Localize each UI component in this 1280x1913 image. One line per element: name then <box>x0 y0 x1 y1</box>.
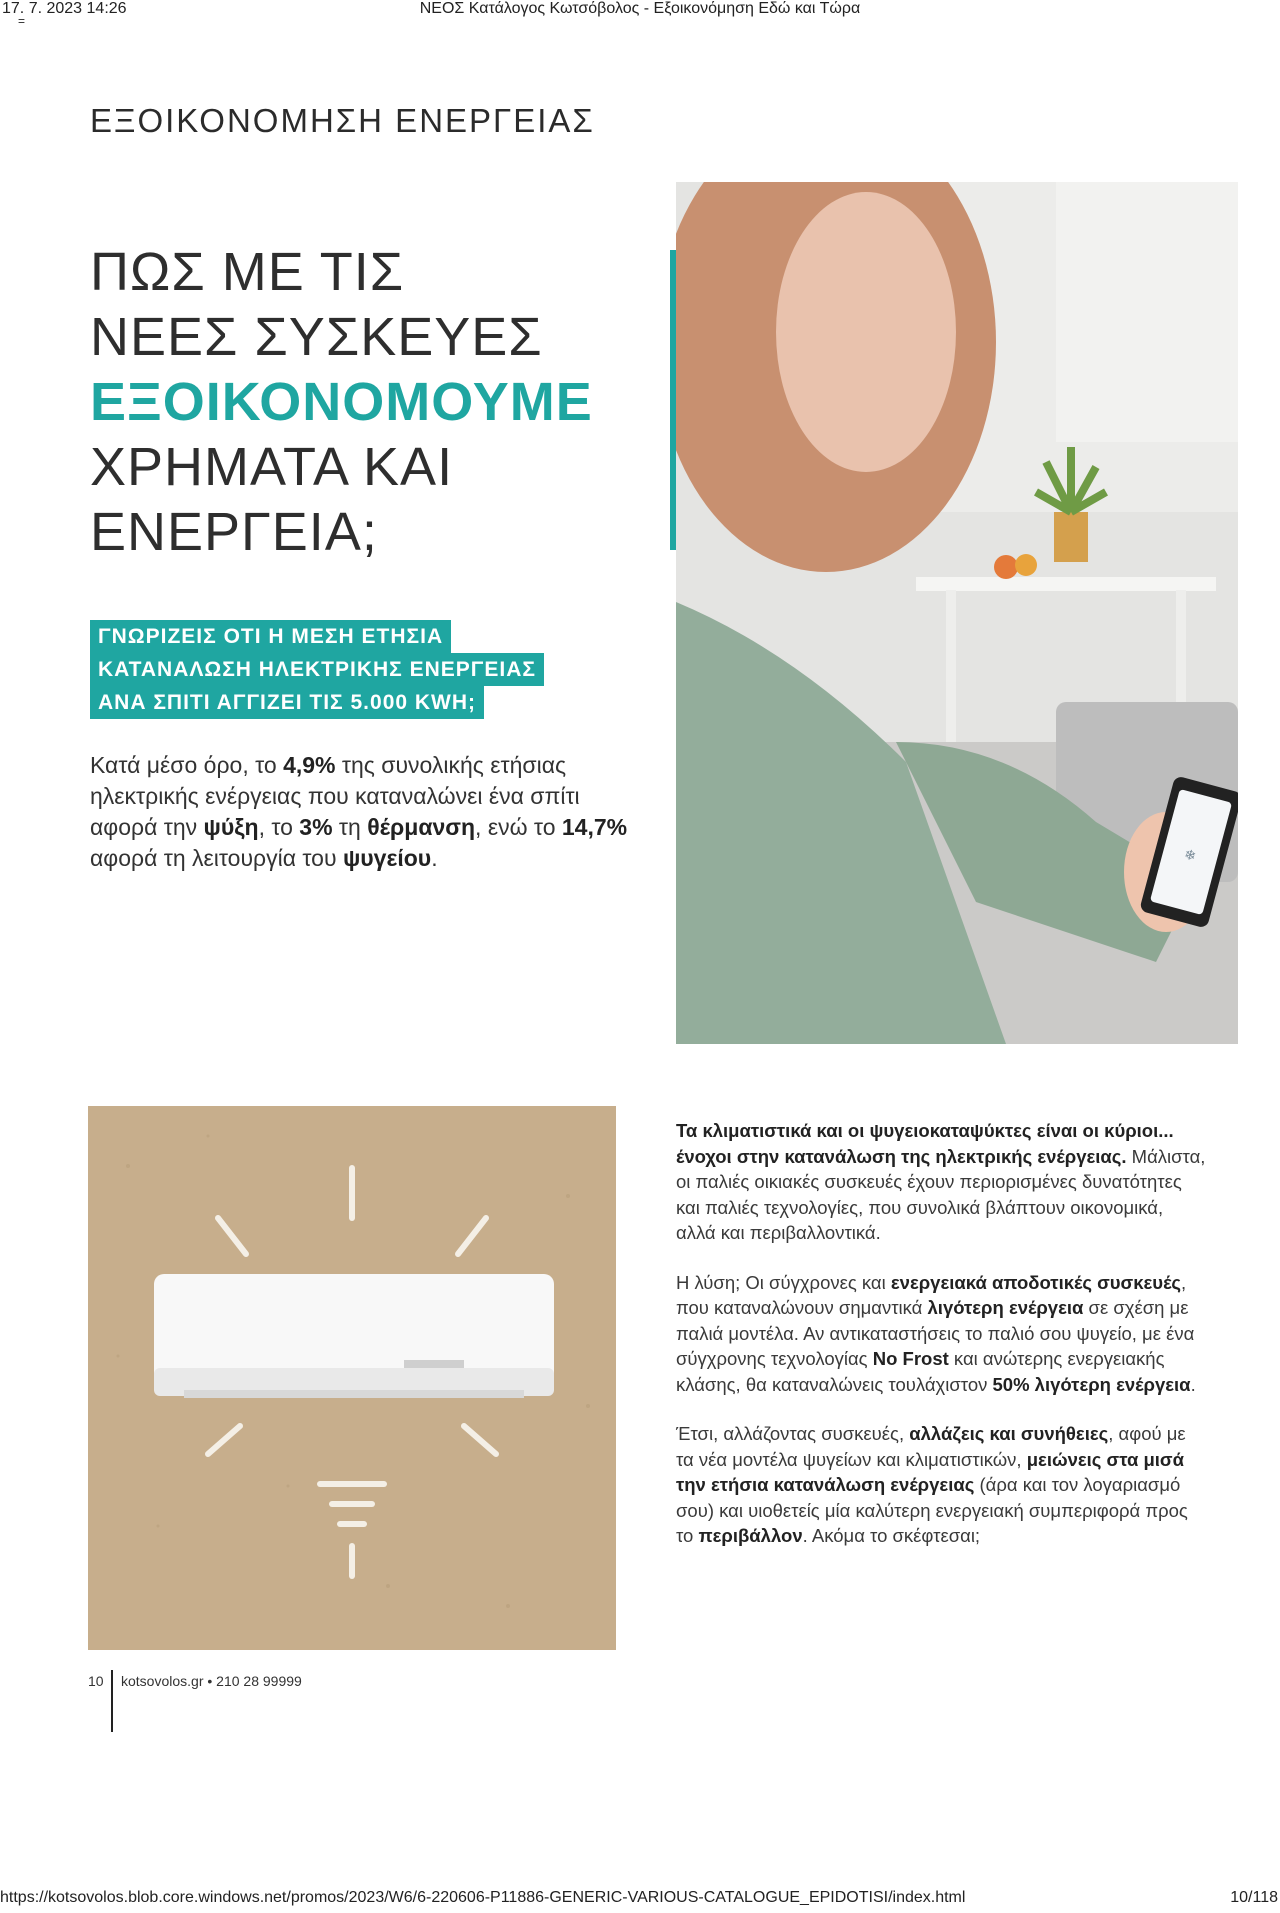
footer-divider <box>111 1670 113 1732</box>
intro-bold: θέρμανση <box>367 814 476 840</box>
hero-photo-woman-with-phone <box>676 182 1238 1044</box>
section-label: ΕΞΟΙΚΟΝΟΜΗΣΗ ΕΝΕΡΓΕΙΑΣ <box>90 102 595 139</box>
intro-bold: 4,9% <box>283 752 336 778</box>
body-span: Η λύση; Οι σύγχρονες και <box>676 1271 891 1293</box>
intro-bold: ψυγείου <box>342 845 432 871</box>
body-bold: μειώνεις στα μισά την ετήσια κατανάλωση ενέργειας <box>676 1448 1184 1495</box>
body-span: . <box>1190 1373 1196 1395</box>
intro-paragraph <box>90 750 630 874</box>
body-span: Μάλιστα, οι παλιές οικιακές συσκευές έχουν περιορισμένες δυνατότητες και παλιές τεχνολογίες, που συνολικά βλάπτουν οικονομικά, αλλά και περιβαλλοντικά. <box>676 1145 1206 1243</box>
question-line-3: ΑΝΑ ΣΠΙΤΙ ΑΓΓΙΖΕΙ ΤΙΣ 5.000 KWH; <box>90 686 484 719</box>
body-span: . Ακόμα το σκέφτεσαι; <box>802 1525 981 1546</box>
print-footer <box>0 1889 1280 1913</box>
air-conditioner-photo <box>88 1106 616 1650</box>
headline-line-2: ΝΕΕΣ ΣΥΣΚΕΥΕΣ <box>90 307 543 367</box>
question-highlight <box>90 620 544 719</box>
question-line-2: ΚΑΤΑΝΑΛΩΣΗ ΗΛΕΚΤΡΙΚΗΣ ΕΝΕΡΓΕΙΑΣ <box>90 653 544 686</box>
intro-bold: 14,7% <box>561 814 628 840</box>
footer-site-link[interactable]: kotsovolos.gr • 210 28 99999 <box>121 1673 302 1689</box>
body-paragraph-3 <box>676 1421 1206 1549</box>
body-bold: Τα κλιματιστικά και οι ψυγειοκαταψύκτες είναι οι κύριοι... ένοχοι στην κατανάλωση της ηλεκτρικής ενέργειας. <box>676 1120 1174 1167</box>
print-mark: = <box>18 14 26 28</box>
intro-bold: 3% <box>299 814 333 840</box>
headline-line-5: ΕΝΕΡΓΕΙΑ; <box>90 502 378 562</box>
headline-line-1: ΠΩΣ ΜΕ ΤΙΣ <box>90 242 405 302</box>
body-bold: 50% λιγότερη ενέργεια <box>992 1373 1191 1395</box>
page-number: 10 <box>88 1673 104 1689</box>
air-conditioner-illustration <box>88 1106 616 1650</box>
intro-bold: ψύξη <box>203 814 259 840</box>
body-span: Έτσι, αλλάζοντας συσκευές, <box>676 1423 910 1444</box>
body-bold: ενεργειακά αποδοτικές συσκευές <box>890 1271 1182 1293</box>
intro-text: αφορά τη λειτουργία του <box>90 845 343 871</box>
body-bold: αλλάζεις και συνήθειες <box>909 1423 1109 1444</box>
body-text <box>676 1118 1206 1573</box>
page-title <box>90 240 593 565</box>
body-span: σε σχέση με παλιά μοντέλα. Αν αντικαταστήσεις το παλιό σου ψυγείο, με ένα σύγχρονης τεχνολογίας <box>676 1297 1195 1369</box>
intro-text: , το <box>258 814 300 840</box>
intro-text: . <box>431 845 438 871</box>
body-bold: No Frost <box>872 1348 949 1369</box>
intro-text: τη <box>332 814 368 840</box>
headline-accent: ΕΞΟΙΚΟΝΟΜΟΥΜΕ <box>90 372 593 432</box>
body-bold: περιβάλλον <box>698 1525 803 1546</box>
print-page-count: 10/118 <box>1230 1889 1278 1906</box>
intro-text: , ενώ το <box>475 814 562 840</box>
headline-line-4: ΧΡΗΜΑΤΑ ΚΑΙ <box>90 437 454 497</box>
body-span: , αφού με τα νέα μοντέλα ψυγείων και κλιματιστικών, <box>676 1423 1186 1470</box>
hero-photo-illustration <box>676 182 1238 1044</box>
print-title: ΝΕΟΣ Κατάλογος Κωτσόβολος - Εξοικονόμηση Εδώ και Τώρα <box>419 0 861 17</box>
print-url: https://kotsovolos.blob.core.windows.net/promos/2023/W6/6-220606-P11886-GENERIC-VARIOUS-CATALOGUE_EPIDOTISI/index.html <box>0 1889 966 1906</box>
print-header <box>0 0 1280 26</box>
body-paragraph-2 <box>676 1270 1206 1398</box>
body-span: (άρα και τον λογαριασμό σου) και υιοθετείς μία καλύτερη ενεργειακή συμπεριφορά προς το <box>676 1474 1188 1546</box>
intro-text: Κατά μέσο όρο, το <box>90 752 284 778</box>
question-line-1: ΓΝΩΡΙΖΕΙΣ ΟΤΙ Η ΜΕΣΗ ΕΤΗΣΙΑ <box>90 620 451 653</box>
body-span: και ανώτερης ενεργειακής κλάσης, θα καταναλώνεις τουλάχιστον <box>676 1348 1165 1395</box>
intro-text: της συνολικής ετήσιας ηλεκτρικής ενέργειας που καταναλώνει ένα σπίτι αφορά την <box>90 752 580 840</box>
body-bold: λιγότερη ενέργεια <box>927 1297 1084 1318</box>
body-paragraph-1 <box>676 1118 1206 1246</box>
body-span: , που καταναλώνουν σημαντικά <box>676 1271 1187 1318</box>
svg-text:❄: ❄ <box>1182 846 1198 866</box>
accent-bar <box>670 250 676 550</box>
print-date: 17. 7. 2023 14:26 <box>2 0 127 17</box>
